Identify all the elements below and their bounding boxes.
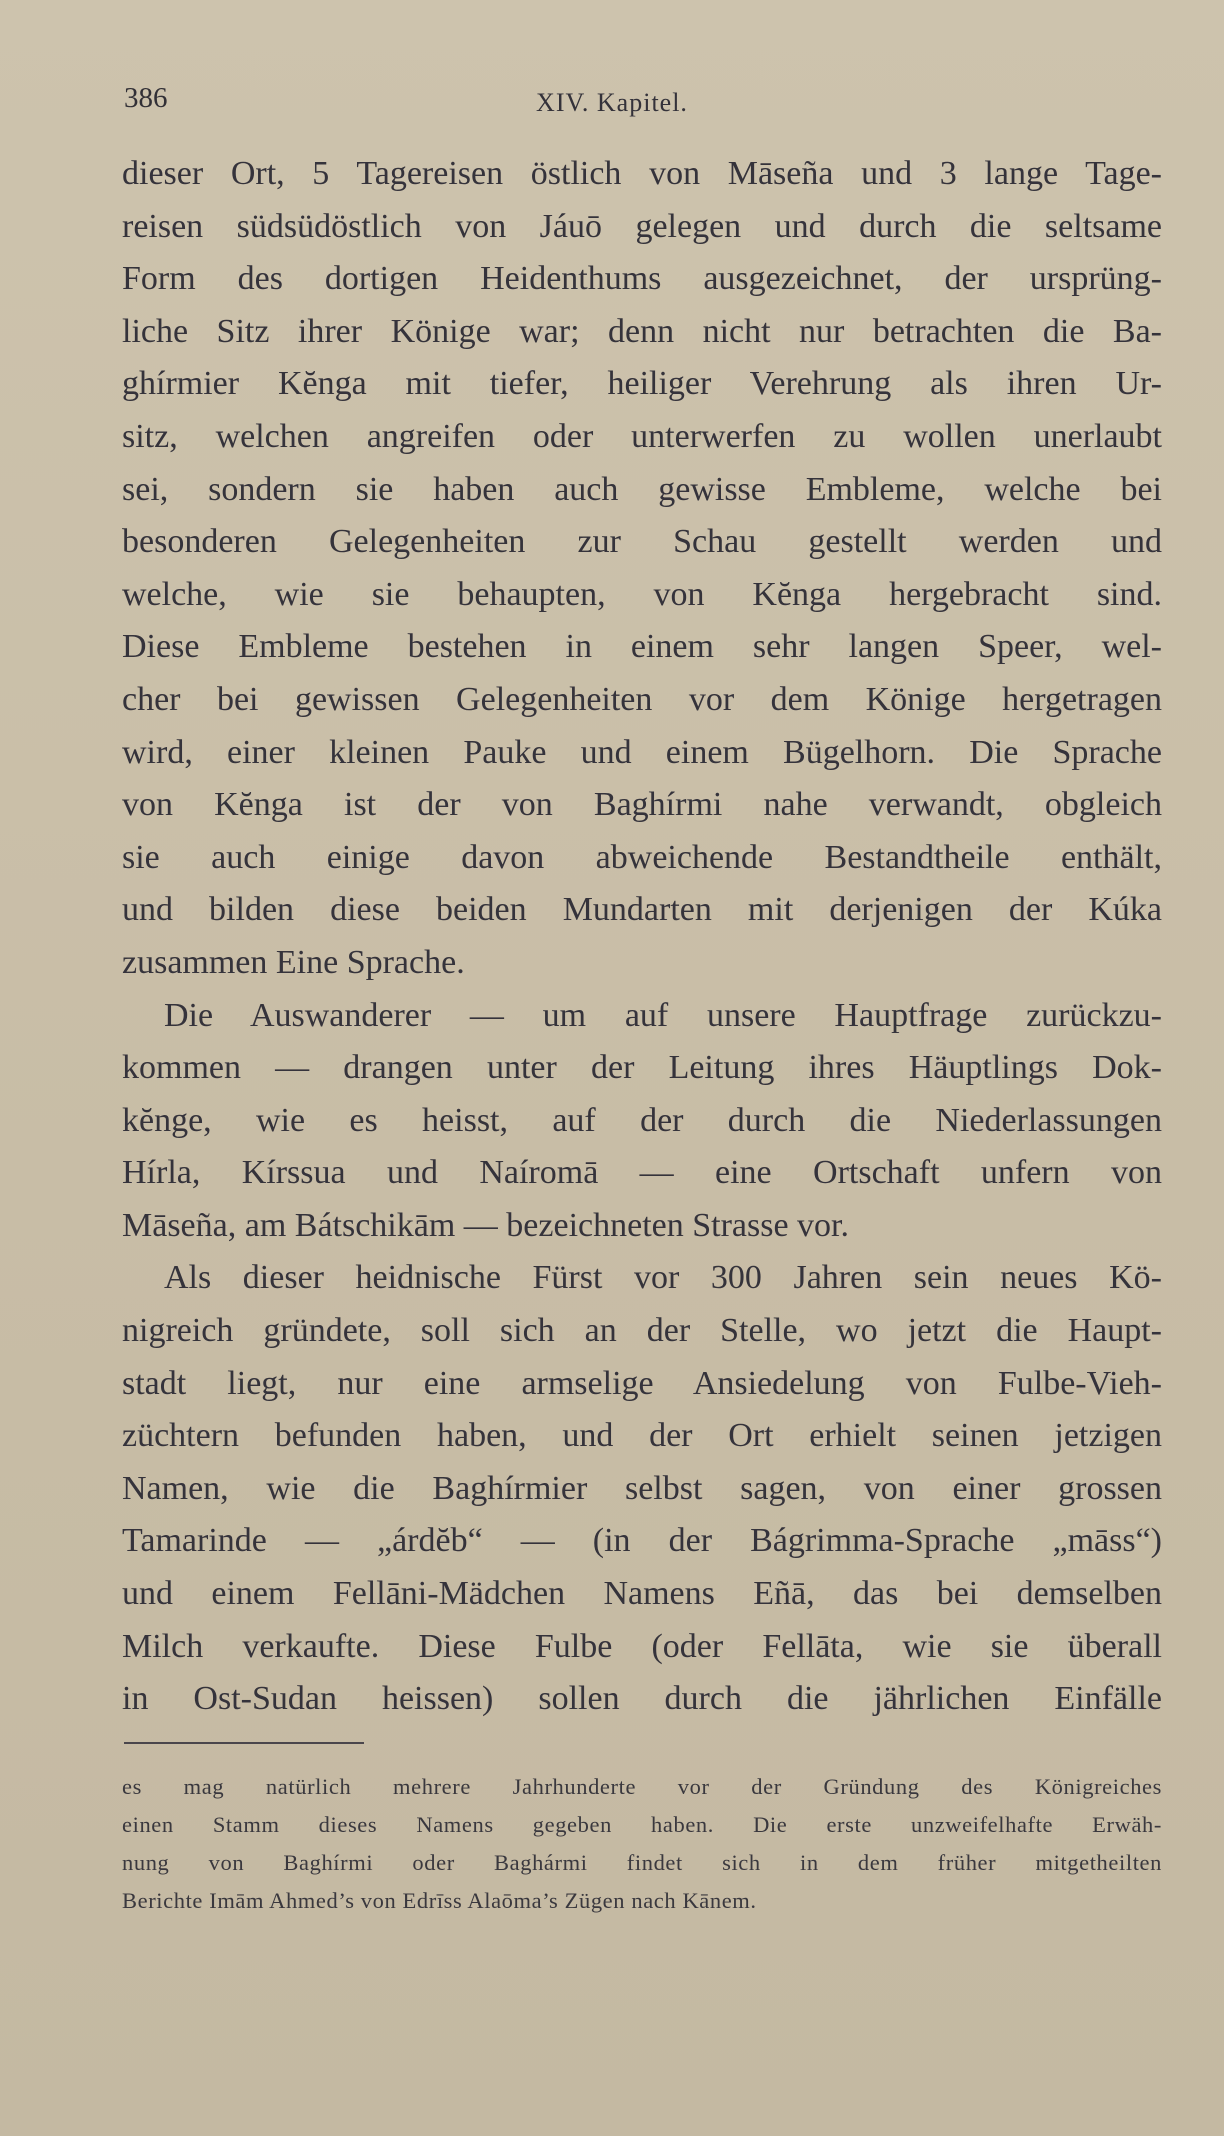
- text-line: cher bei gewissen Gelegenheiten vor dem Könige hergetragen: [122, 680, 1162, 718]
- page-number: 386: [124, 82, 168, 114]
- footnote-rule: [124, 1742, 364, 1744]
- footnote: [122, 1768, 1162, 1920]
- text-line: ghírmier Kĕnga mit tiefer, heiliger Verehrung als ihren Ur-: [122, 365, 1162, 403]
- text-line: Als dieser heidnische Fürst vor 300 Jahren sein neues Kö-: [164, 1259, 1162, 1297]
- text-line: sitz, welchen angreifen oder unterwerfen zu wollen unerlaubt: [122, 417, 1162, 455]
- page-header: [0, 82, 1224, 122]
- text-line: Namen, wie die Baghírmier selbst sagen, von einer grossen: [122, 1469, 1162, 1507]
- text-line: besonderen Gelegenheiten zur Schau gestellt werden und: [122, 523, 1162, 561]
- text-line: und bilden diese beiden Mundarten mit derjenigen der Kúka: [122, 891, 1162, 929]
- text-line: sie auch einige davon abweichende Bestandtheile enthält,: [122, 838, 1162, 876]
- text-line: stadt liegt, nur eine armselige Ansiedelung von Fulbe-Vieh-: [122, 1364, 1162, 1402]
- text-line: in Ost-Sudan heissen) sollen durch die jährlichen Einfälle: [122, 1680, 1162, 1718]
- text-line: von Kĕnga ist der von Baghírmi nahe verwandt, obgleich: [122, 786, 1162, 824]
- footnote-line: nung von Baghírmi oder Baghármi findet sich in dem früher mitgetheilten: [122, 1850, 1162, 1875]
- text-line: wird, einer kleinen Pauke und einem Bügelhorn. Die Sprache: [122, 733, 1162, 771]
- footnote-line: es mag natürlich mehrere Jahrhunderte vor der Gründung des Königreiches: [122, 1774, 1162, 1799]
- running-head: XIV. Kapitel.: [536, 88, 688, 117]
- body-text: [122, 148, 1162, 1726]
- text-line: kĕnge, wie es heisst, auf der durch die Niederlassungen: [122, 1101, 1162, 1139]
- text-line: kommen — drangen unter der Leitung ihres Häuptlings Dok-: [122, 1049, 1162, 1087]
- text-line: nigreich gründete, soll sich an der Stelle, wo jetzt die Haupt-: [122, 1312, 1162, 1350]
- text-line: und einem Fellāni-Mädchen Namens Eñā, das bei demselben: [122, 1575, 1162, 1613]
- text-line: Diese Embleme bestehen in einem sehr langen Speer, wel-: [122, 628, 1162, 666]
- footnote-line: Berichte Imām Ahmed’s von Edrīss Alaōma’s Zügen nach Kānem.: [122, 1888, 757, 1913]
- text-line: reisen südsüdöstlich von Jáuō gelegen und durch die seltsame: [122, 207, 1162, 245]
- text-line: liche Sitz ihrer Könige war; denn nicht nur betrachten die Ba-: [122, 312, 1162, 350]
- text-line: dieser Ort, 5 Tagereisen östlich von Māseña und 3 lange Tage-: [122, 155, 1162, 192]
- text-line: sei, sondern sie haben auch gewisse Embleme, welche bei: [122, 470, 1162, 508]
- text-line: Die Auswanderer — um auf unsere Hauptfrage zurückzu-: [164, 996, 1162, 1034]
- footnote-line: einen Stamm dieses Namens gegeben haben. Die erste unzweifelhafte Erwäh-: [122, 1812, 1162, 1837]
- text-line: Tamarinde — „árdĕb“ — (in der Bágrimma-Sprache „māss“): [122, 1522, 1162, 1560]
- text-line: züchtern befunden haben, und der Ort erhielt seinen jetzigen: [122, 1417, 1162, 1455]
- text-line: Māseña, am Bátschikām — bezeichneten Strasse vor.: [122, 1206, 849, 1244]
- text-line: zusammen Eine Sprache.: [122, 943, 465, 981]
- text-line: Milch verkaufte. Diese Fulbe (oder Fellāta, wie sie überall: [122, 1627, 1162, 1665]
- text-line: welche, wie sie behaupten, von Kĕnga hergebracht sind.: [122, 575, 1162, 613]
- text-line: Form des dortigen Heidenthums ausgezeichnet, der ursprüng-: [122, 260, 1162, 298]
- text-line: Hírla, Kírssua und Naíromā — eine Ortschaft unfern von: [122, 1154, 1162, 1192]
